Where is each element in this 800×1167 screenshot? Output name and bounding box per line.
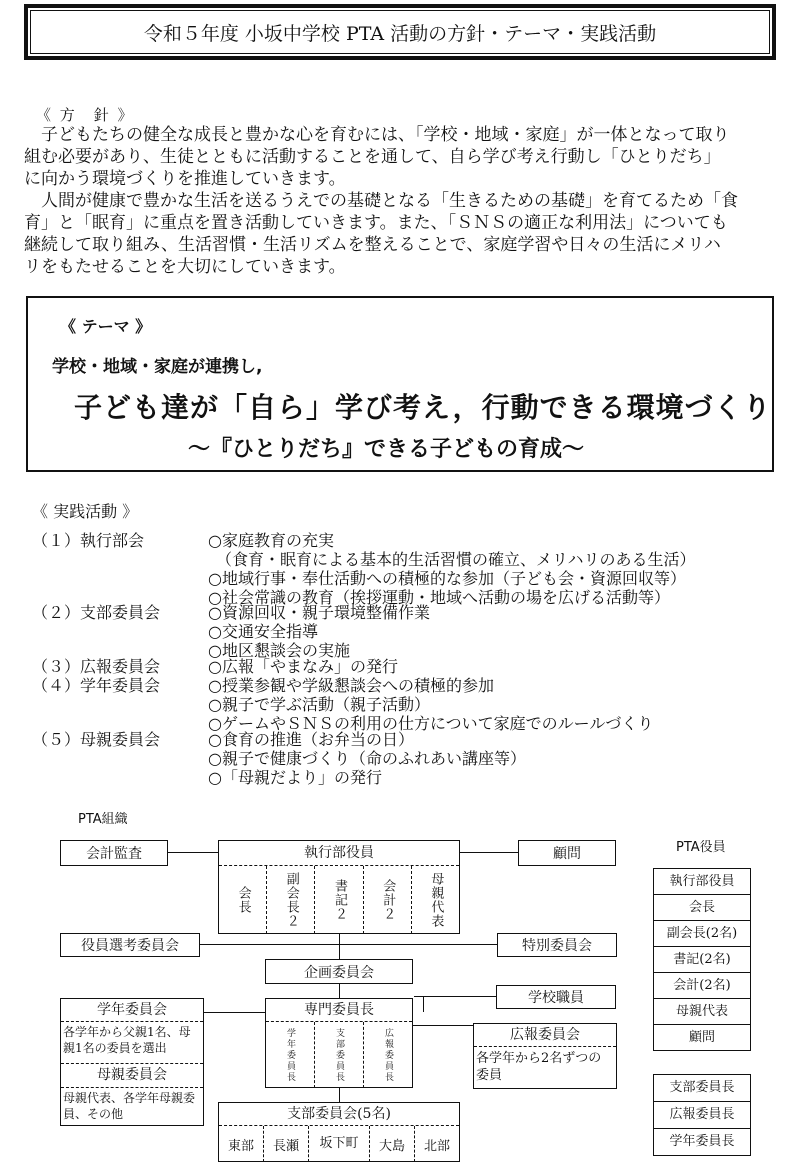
list-item: ○資源回収・親子環境整備作業 <box>208 603 430 622</box>
pr-committee-title: 広報委員会 <box>474 1024 616 1047</box>
exec-roles <box>219 866 459 934</box>
policy-line: に向かう環境づくりを推進していきます。 <box>24 169 346 189</box>
list-item: ○食育の推進（お弁当の日） <box>208 730 414 749</box>
list-item: ○「母親だより」の発行 <box>208 768 382 787</box>
policy-line: 育」と「眠育」に重点を置き活動していきます。また、「ＳＮＳの適正な利用法」についても <box>24 213 728 233</box>
branch-area: 東部 <box>219 1126 264 1162</box>
title-box <box>24 4 776 60</box>
connector-line <box>413 1025 473 1026</box>
connector-line <box>168 852 218 853</box>
exec-role: 会長 <box>235 886 251 914</box>
policy-line: リをもたせることを大切にしていきます。 <box>24 257 346 277</box>
branch-area: 長瀬 <box>264 1126 309 1162</box>
pr-box <box>473 1023 617 1089</box>
theme-line-1: 学校・地域・家庭が連携し, <box>52 357 263 377</box>
list-item: ○広報「やまなみ」の発行 <box>208 657 398 676</box>
list-item: ○家庭教育の充実 <box>208 531 334 550</box>
policy-line: 組む必要があり、生徒とともに活動することを通して、自ら学び考え行動し「ひとりだち」 <box>24 147 721 167</box>
group-name: （３）広報委員会 <box>32 657 161 676</box>
list-item: ○ゲームやＳＮＳの利用の仕方について家庭でのルールづくり <box>208 714 654 733</box>
branch-box <box>218 1102 460 1162</box>
special-box: 特別委員会 <box>497 933 617 957</box>
connector-line <box>423 996 424 1012</box>
specialist-role: 支部委員長 <box>334 1027 344 1083</box>
branch-area: 坂下町 <box>309 1126 370 1162</box>
exec-role: 副会長２ <box>283 872 299 928</box>
exec-role: 書記２ <box>332 879 347 921</box>
branch-area: 北部 <box>423 1138 450 1154</box>
election-box: 役員選考委員会 <box>60 933 200 957</box>
policy-label: 《 方 針 》 <box>36 106 135 124</box>
specialist-role: 学年委員長 <box>285 1027 295 1083</box>
exec-role: 会計２ <box>380 879 396 921</box>
officer-item: 広報委員長 <box>654 1102 750 1129</box>
officers-label: PTA役員 <box>676 840 726 855</box>
officer-item: 支部委員長 <box>654 1075 750 1102</box>
connector-line <box>414 996 496 997</box>
officer-item: 学年委員長 <box>669 1134 735 1149</box>
advisor-box: 顧問 <box>518 840 616 866</box>
school-staff-box: 学校職員 <box>496 985 616 1009</box>
list-item: ○親子で学ぶ活動（親子活動） <box>208 695 430 714</box>
branch-area: 大島 <box>370 1126 415 1162</box>
group-name: （４）学年委員会 <box>32 676 161 695</box>
grade-committee-title: 学年委員会 <box>61 999 203 1022</box>
group-name: （１）執行部会 <box>32 531 145 550</box>
list-item: （食育・眠育による基本的生活習慣の確立、メリハリのある生活） <box>208 550 696 569</box>
officer-item: 会計(2名) <box>654 973 750 999</box>
theme-subtitle: ～『ひとりだち』できる子どもの育成～ <box>188 437 585 462</box>
policy-line: 人間が健康で豊かな生活を送るうえでの基礎となる「生きるための基礎」を育てるため「食 <box>24 191 738 211</box>
officer-item: 執行部役員 <box>654 869 750 895</box>
group-name: （２）支部委員会 <box>32 603 161 622</box>
list-item: ○親子で健康づくり（命のふれあい講座等） <box>208 749 526 768</box>
officer-item: 会長 <box>654 895 750 921</box>
officer-item: 顧問 <box>688 1030 715 1045</box>
page-title: 令和５年度 小坂中学校 PTA 活動の方針・テーマ・実践活動 <box>30 10 770 54</box>
branch-areas <box>219 1126 459 1162</box>
list-item: ○授業参観や学級懇談会への積極的参加 <box>208 676 494 695</box>
list-item: ○社会常識の教育（挨拶運動・地域へ活動の場を広げる活動等） <box>208 588 670 607</box>
grade-committee-desc: 各学年から父親1名、母親1名の委員を選出 <box>61 1022 203 1064</box>
pr-committee-desc: 各学年から2名ずつの委員 <box>476 1051 602 1083</box>
specialist-box <box>265 998 413 1088</box>
list-item: ○地域行事・奉仕活動への積極的な参加（子ども会・資源回収等） <box>208 569 686 588</box>
practice-label: 《 実践活動 》 <box>32 502 139 521</box>
grade-mother-box <box>60 998 204 1126</box>
policy-line: 継続して取り組み、生活習慣・生活リズムを整えることで、家庭学習や日々の生活にメリハ <box>24 235 721 255</box>
officer-item: 母親代表 <box>654 999 750 1025</box>
officer-item: 副会長(2名) <box>654 921 750 947</box>
connector-line <box>460 852 518 853</box>
policy-line: 子どもたちの健全な成長と豊かな心を育むには、「学校・地域・家庭」が一体となって取り <box>24 125 730 145</box>
exec-box <box>218 840 460 934</box>
branch-title: 支部委員会(5名) <box>219 1103 459 1126</box>
specialist-role: 広報委員長 <box>383 1027 393 1083</box>
planning-box: 企画委員会 <box>265 959 413 984</box>
org-label: PTA組織 <box>78 812 128 827</box>
theme-box <box>26 296 774 472</box>
list-item: ○地区懇談会の実施 <box>208 641 350 660</box>
connector-line <box>204 1012 265 1013</box>
exec-title: 執行部役員 <box>219 841 459 866</box>
specialist-roles <box>266 1022 412 1088</box>
officers-list-1 <box>653 868 751 1051</box>
audit-box: 会計監査 <box>60 840 168 866</box>
officer-item: 書記(2名) <box>654 947 750 973</box>
group-name: （５）母親委員会 <box>32 730 161 749</box>
specialist-title: 専門委員長 <box>266 999 412 1022</box>
mother-committee-title: 母親委員会 <box>61 1064 203 1088</box>
officers-list-2 <box>653 1074 751 1156</box>
mother-committee-desc: 母親代表、各学年母親委員、その他 <box>63 1091 196 1121</box>
policy-text <box>24 124 738 278</box>
list-item: ○交通安全指導 <box>208 622 318 641</box>
theme-label: 《 テーマ 》 <box>60 317 152 336</box>
exec-role: 母親代表 <box>428 872 444 928</box>
theme-main: 子ども達が「自ら」学び考え，行動できる環境づくり <box>74 391 772 424</box>
connector-line <box>200 944 497 945</box>
